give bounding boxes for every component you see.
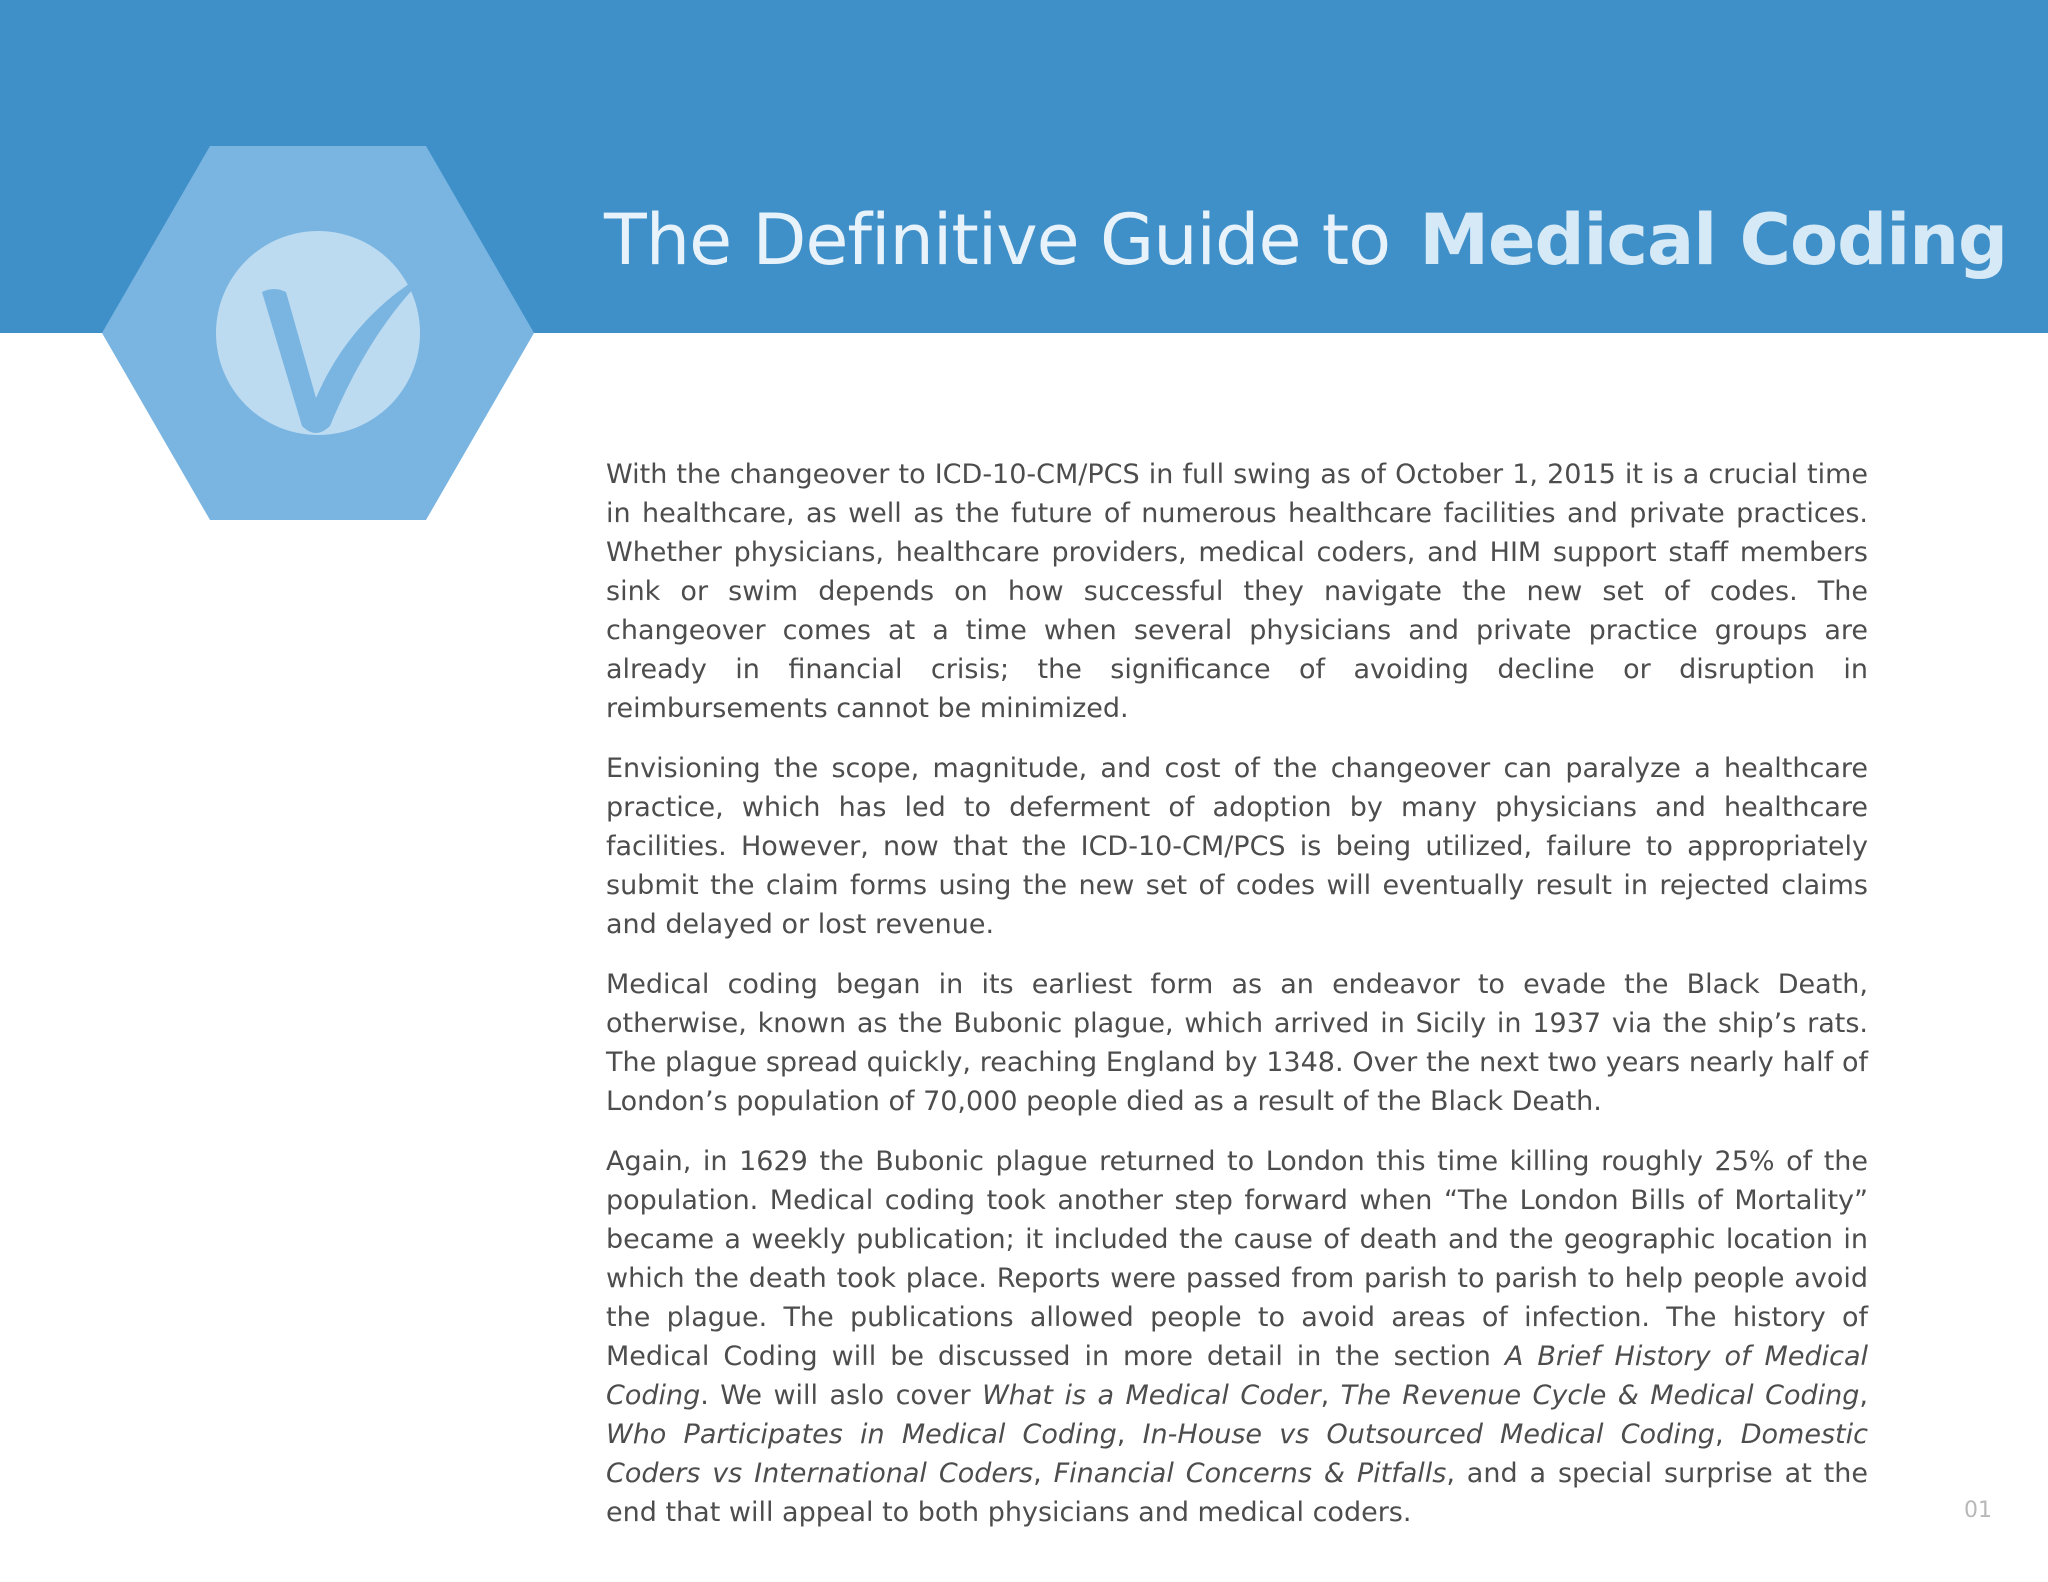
section-reference-history: A Brief History of Medical Coding <box>606 1341 1868 1411</box>
paragraph-4-intro: Again, in 1629 the Bubonic plague returned to London this time killing roughly 25% of the population. Medical coding took another step forward when “The London Bills of Mortality” became a weekly publication; it included the cause of death and the geographic location in which the death took place. Reports were passed from parish to parish to help people avoid the plague. The publications allowed people to avoid areas of infection. The history of Medical Coding will be discussed in more detail in the section <box>606 1146 1868 1372</box>
paragraph-4-outro: , and a special surprise at the end that will appeal to both physicians and medical coders. <box>606 1458 1869 1528</box>
paragraph-2: Envisioning the scope, magnitude, and cost of the changeover can paralyze a healthcare practice, which has led to deferment of adoption by many physicians and healthcare facilities. However, now that the ICD-10-CM/PCS is being utilized, failure to appropriately submit the claim forms using the new set of codes will eventually result in rejected claims and delayed or lost revenue. <box>606 753 1868 940</box>
topic-separator: , <box>1859 1380 1868 1411</box>
page-title <box>604 195 2007 285</box>
topic-5: Domestic Coders vs International Coders <box>606 1419 1868 1489</box>
paragraph-1: With the changeover to ICD-10-CM/PCS in full swing as of October 1, 2015 it is a crucial time in healthcare, as well as the future of numerous healthcare facilities and private practices. Whether physicians, healthcare providers, medical coders, and HIM support staff members sink or swim depends on how successful they navigate the new set of codes. The changeover comes at a time when several physicians and private practice groups are already in financial crisis; the significance of avoiding decline or disruption in reimbursements cannot be minimized. <box>606 459 1868 724</box>
paragraph-3: Medical coding began in its earliest form as an endeavor to evade the Black Death, otherwise, known as the Bubonic plague, which arrived in Sicily in 1937 via the ship’s rats. The plague spread quickly, reaching England by 1348. Over the next two years nearly half of London’s population of 70,000 people died as a result of the Black Death. <box>606 969 1868 1117</box>
topic-2: The Revenue Cycle & Medical Coding <box>1340 1380 1860 1411</box>
topic-separator: , <box>1116 1419 1143 1450</box>
checkmark-hexagon-icon <box>102 146 534 520</box>
topic-1: What is a Medical Coder <box>982 1380 1321 1411</box>
title-light: The Definitive Guide to <box>604 199 1391 281</box>
topic-separator: , <box>1320 1380 1341 1411</box>
topic-separator: , <box>1714 1419 1741 1450</box>
topic-3: Who Participates in Medical Coding <box>606 1419 1117 1450</box>
topic-4: In-House vs Outsourced Medical Coding <box>1142 1419 1715 1450</box>
paragraph-4-connector: . We will aslo cover <box>700 1380 983 1411</box>
topic-6: Financial Concerns & Pitfalls <box>1053 1458 1447 1489</box>
topic-separator: , <box>1033 1458 1054 1489</box>
title-bold: Medical Coding <box>1419 199 2008 281</box>
page-number: 01 <box>1964 1498 1992 1523</box>
paragraph-4 <box>606 1142 1868 1532</box>
body-text <box>606 455 1868 1553</box>
